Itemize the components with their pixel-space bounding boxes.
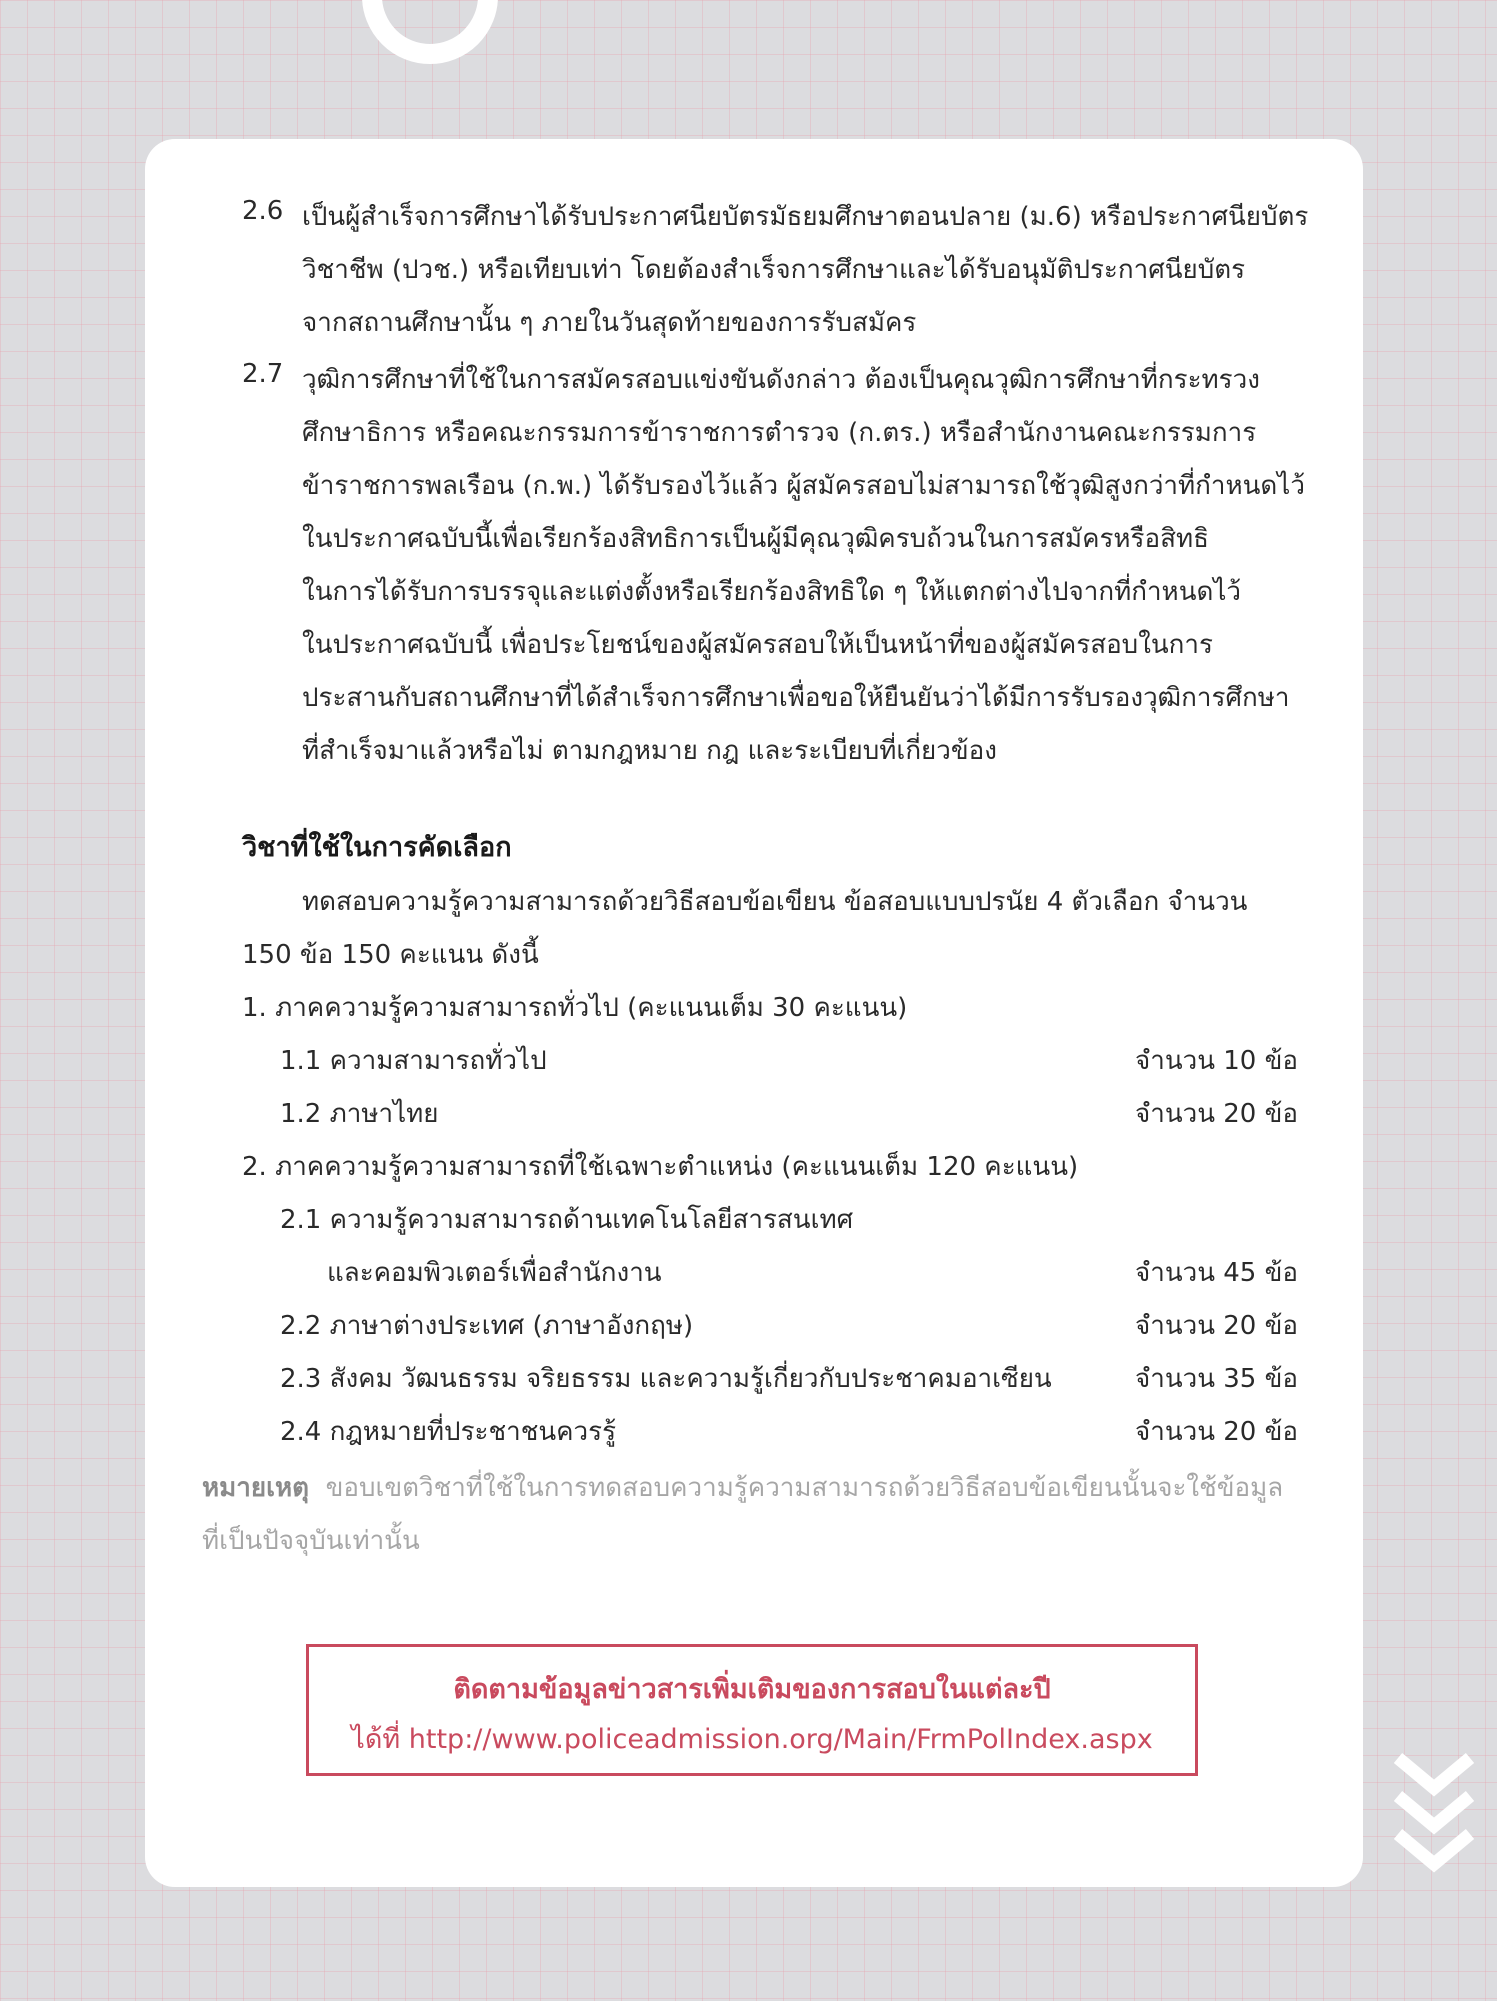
part2-item-count: จำนวน 35 ข้อ (1135, 1364, 1298, 1394)
item-2-7-line6: ในประกาศฉบับนี้ เพื่อประโยชน์ของผู้สมัครสอบให้เป็นหน้าที่ของผู้สมัครสอบในการ (302, 630, 1213, 660)
note-line2: ที่เป็นปัจจุบันเท่านั้น (202, 1526, 420, 1556)
item-2-7-line7: ประสานกับสถานศึกษาที่ได้สำเร็จการศึกษาเพื่อขอให้ยืนยันว่าได้มีการรับรองวุฒิการศึกษา (302, 683, 1290, 713)
part2-item-label: 2.1 ความรู้ความสามารถด้านเทคโนโลยีสารสนเทศ (280, 1205, 854, 1235)
item-2-7-line2: ศึกษาธิการ หรือคณะกรรมการข้าราชการตำรวจ (ก.ตร.) หรือสำนักงานคณะกรรมการ (302, 418, 1257, 448)
part2-title: 2. ภาคความรู้ความสามารถที่ใช้เฉพาะตำแหน่ง (คะแนนเต็ม 120 คะแนน) (242, 1152, 1079, 1182)
link-box-url[interactable]: ได้ที่ http://www.policeadmission.org/Main/FrmPolIndex.aspx (351, 1724, 1153, 1755)
part1-item-count: จำนวน 20 ข้อ (1135, 1099, 1298, 1129)
website-link-box[interactable] (306, 1644, 1198, 1776)
intro-line2: 150 ข้อ 150 คะแนน ดังนี้ (242, 940, 539, 970)
part1-title: 1. ภาคความรู้ความสามารถทั่วไป (คะแนนเต็ม 30 คะแนน) (242, 993, 908, 1023)
intro-line1: ทดสอบความรู้ความสามารถด้วยวิธีสอบข้อเขียน ข้อสอบแบบปรนัย 4 ตัวเลือก จำนวน (302, 887, 1248, 917)
part2-item-count: จำนวน 20 ข้อ (1135, 1311, 1298, 1341)
part2-item-label: 2.3 สังคม วัฒนธรรม จริยธรรม และความรู้เกี่ยวกับประชาคมอาเซียน (280, 1364, 1052, 1394)
item-2-7-line3: ข้าราชการพลเรือน (ก.พ.) ได้รับรองไว้แล้ว ผู้สมัครสอบไม่สามารถใช้วุฒิสูงกว่าที่กำหนดไว้ (302, 471, 1305, 501)
chevron-down-icon (1392, 1752, 1476, 1874)
note (202, 1462, 1283, 1568)
item-number-2-6: 2.6 (242, 196, 284, 226)
note-line1: ขอบเขตวิชาที่ใช้ในการทดสอบความรู้ความสามารถด้วยวิธีสอบข้อเขียนนั้นจะใช้ข้อมูล (325, 1473, 1284, 1503)
item-2-7-line1: วุฒิการศึกษาที่ใช้ในการสมัครสอบแข่งขันดังกล่าว ต้องเป็นคุณวุฒิการศึกษาที่กระทรวง (302, 365, 1260, 395)
item-2-6-line3: จากสถานศึกษานั้น ๆ ภายในวันสุดท้ายของการรับสมัคร (302, 308, 917, 338)
ring-decoration (362, 0, 498, 64)
part2-item-label-continued: และคอมพิวเตอร์เพื่อสำนักงาน (327, 1258, 662, 1288)
item-2-7-line5: ในการได้รับการบรรจุและแต่งตั้งหรือเรียกร้องสิทธิใด ๆ ให้แตกต่างไปจากที่กำหนดไว้ (302, 577, 1242, 607)
note-label: หมายเหตุ (202, 1473, 310, 1503)
part1-item-label: 1.1 ความสามารถทั่วไป (280, 1046, 547, 1076)
item-2-6-line2: วิชาชีพ (ปวช.) หรือเทียบเท่า โดยต้องสำเร็จการศึกษาและได้รับอนุมัติประกาศนียบัตร (302, 255, 1246, 285)
link-box-title: ติดตามข้อมูลข่าวสารเพิ่มเติมของการสอบในแต่ละปี (453, 1674, 1051, 1705)
item-2-7-line4: ในประกาศฉบับนี้เพื่อเรียกร้องสิทธิการเป็นผู้มีคุณวุฒิครบถ้วนในการสมัครหรือสิทธิ (302, 524, 1210, 554)
item-2-7-text (302, 354, 1305, 778)
item-2-6-line1: เป็นผู้สำเร็จการศึกษาได้รับประกาศนียบัตรมัธยมศึกษาตอนปลาย (ม.6) หรือประกาศนียบัตร (302, 202, 1309, 232)
part2-item-count: จำนวน 45 ข้อ (1135, 1258, 1298, 1288)
part2-item-label: 2.2 ภาษาต่างประเทศ (ภาษาอังกฤษ) (280, 1311, 694, 1341)
part1-item-count: จำนวน 10 ข้อ (1135, 1046, 1298, 1076)
section-heading: วิชาที่ใช้ในการคัดเลือก (242, 832, 512, 863)
part1-item-label: 1.2 ภาษาไทย (280, 1099, 439, 1129)
content-card (145, 139, 1363, 1887)
item-2-6-text (302, 191, 1308, 350)
item-2-7-line8: ที่สำเร็จมาแล้วหรือไม่ ตามกฎหมาย กฎ และระเบียบที่เกี่ยวข้อง (302, 736, 997, 766)
item-number-2-7: 2.7 (242, 359, 284, 389)
part2-item-label: 2.4 กฎหมายที่ประชาชนควรรู้ (280, 1417, 617, 1447)
part2-item-count: จำนวน 20 ข้อ (1135, 1417, 1298, 1447)
